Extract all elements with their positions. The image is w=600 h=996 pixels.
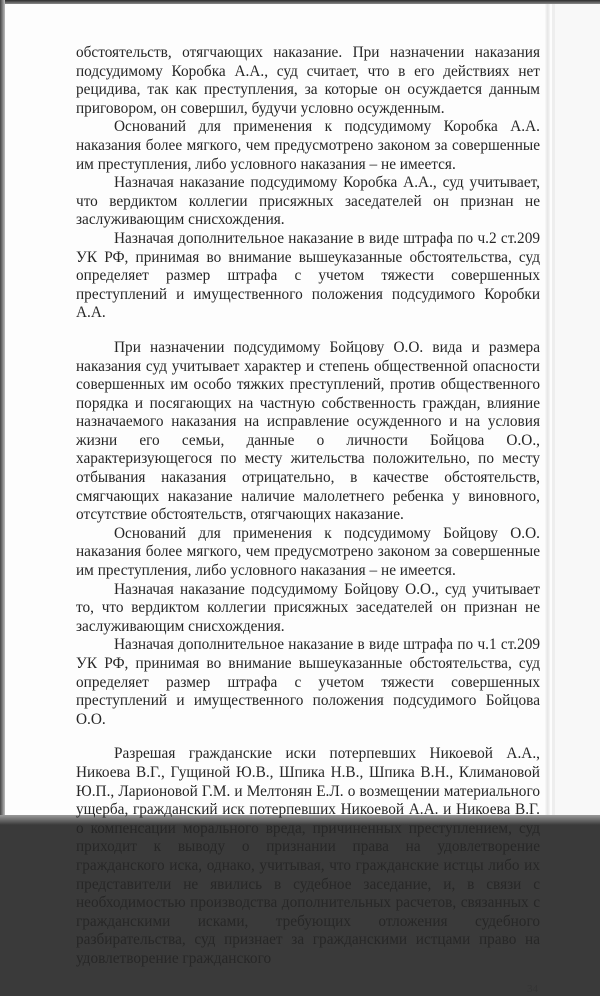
paragraph-korobka-fine: Назначая дополнительное наказание в виде штрафа по ч.2 ст.209 УК РФ, принимая во внимание вышеуказанные обстоятельства, суд определяет размер штрафа с учетом тяжести совершенных преступлений и имущественного положения подсудимого Коробки А.А. xyxy=(76,229,540,322)
paragraph-boytsov-sentencing: При назначении подсудимому Бойцову О.О. вида и размера наказания суд учитывает характер и степень общественной опасности совершенных им особо тяжких преступлений, против общественного порядка и посягающих на частную собственность граждан, влияние назначаемого наказания на исправление осужденного и на условия жизни его семьи, данные о личности Бойцова О.О., характеризующегося по месту жительства положительно, по месту отбывания наказания отрицательно, в качестве обстоятельств, смягчающих наказание наличие малолетнего ребенка у виновного, отсутствие обстоятельств, отягчающих наказание. xyxy=(76,338,540,524)
paragraph-boytsov-fine: Назначая дополнительное наказание в виде штрафа по ч.1 ст.209 УК РФ, принимая во внимание вышеуказанные обстоятельства, суд определяет размер штрафа с учетом тяжести совершенных преступлений и имущественного положения подсудимого Бойцова О.О. xyxy=(76,636,540,728)
page-number: 34 xyxy=(527,982,538,995)
paragraph-korobka-no-grounds: Оснований для применения к подсудимому Коробка А.А. наказания более мягкого, чем предусмотрено законом за совершенные им преступления, либо условного наказания – не имеется. xyxy=(76,118,540,173)
paragraph-spacer xyxy=(76,729,540,745)
paragraph-korobka-verdict: Назначая наказание подсудимому Коробка А.А., суд учитывает, что вердиктом коллегии присяжных заседателей он признан не заслуживающим снисхождения. xyxy=(76,174,540,229)
paragraph-spacer xyxy=(76,323,540,339)
document-body xyxy=(76,44,540,996)
paragraph-boytsov-verdict: Назначая наказание подсудимому Бойцову О.О., суд учитывает то, что вердиктом коллегии присяжных заседателей он признан не заслуживающим снисхождения. xyxy=(76,580,540,635)
page-fold-edge xyxy=(545,4,550,815)
paragraph-korobka-circumstances: обстоятельств, отягчающих наказание. При назначении наказания подсудимому Коробка А.А., суд считает, что в его действиях нет рецидива, так как преступления, за которые он осуждается данным приговором, он совершил, будучи условно осужденным. xyxy=(76,44,540,117)
page-fold-edge-secondary xyxy=(552,4,555,815)
paragraph-boytsov-no-grounds: Оснований для применения к подсудимому Бойцову О.О. наказания более мягкого, чем предусмотрено законом за совершенные им преступления, либо условного наказания – не имеется. xyxy=(76,524,540,580)
page-right-margin xyxy=(555,4,600,815)
paragraph-civil-claims: Разрешая гражданские иски потерпевших Никоевой А.А., Никоева В.Г., Гущиной Ю.В., Шпика Н.В., Шпика В.Н., Климановой Ю.П., Ларионовой Г.М. и Мелтонян Е.Л. о возмещении материального ущерба, гражданский иск потерпевших Никоевой А.А. и Никоева В.Г. о компенсации морального вреда, причиненных преступлением, суд приходит к выводу о признании права на удовлетворение гражданского иска, однако, учитывая, что гражданские истцы либо их представители не явились в судебное заседание, и, в связи с необходимостью производства дополнительных расчетов, связанных с гражданскими исками, требующих отложения судебного разбирательства, суд признает за гражданскими истцами право на удовлетворение гражданского xyxy=(76,745,540,967)
